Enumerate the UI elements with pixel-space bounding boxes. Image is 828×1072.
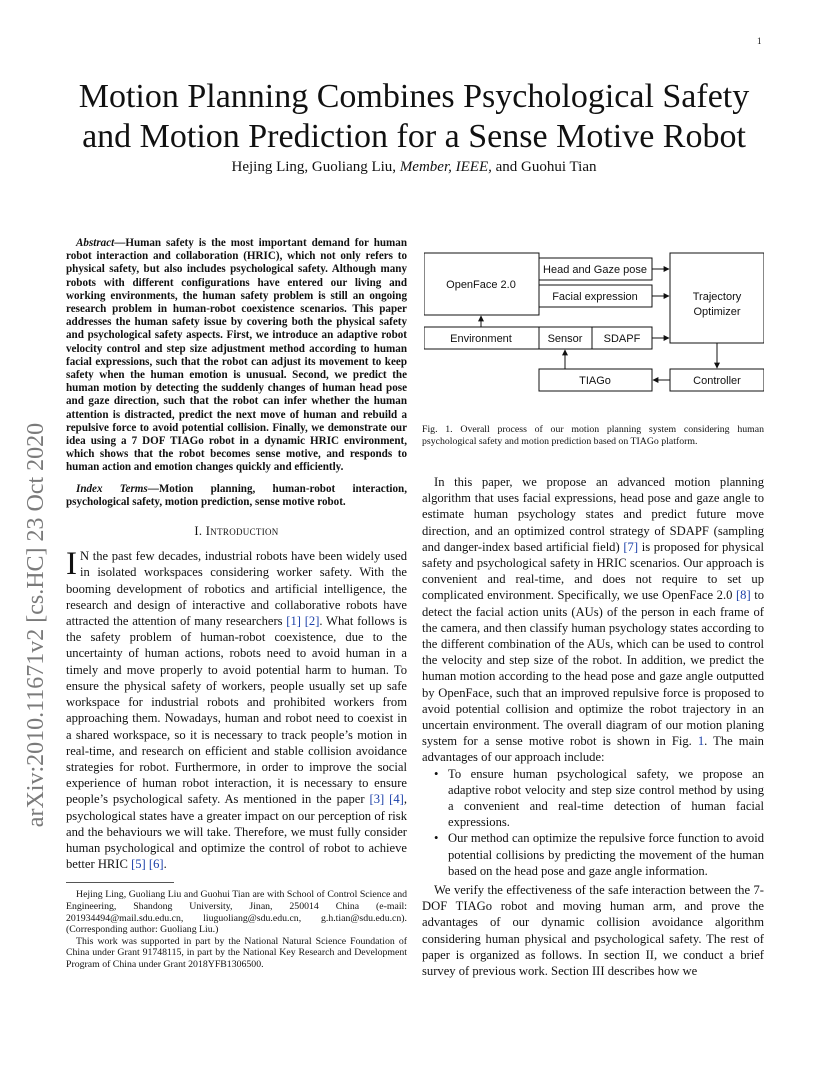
intro-paragraph bbox=[66, 548, 407, 872]
right-column bbox=[422, 474, 764, 979]
page-number: 1 bbox=[757, 36, 762, 46]
footnote-divider bbox=[66, 882, 174, 883]
citation-1[interactable]: [1] bbox=[286, 614, 301, 629]
index-terms bbox=[66, 483, 407, 509]
citation-8[interactable]: [8] bbox=[735, 588, 751, 603]
paper-title bbox=[60, 77, 768, 157]
arxiv-identifier-stamp[interactable]: arXiv:2010.11671v2 [cs.HC] 23 Oct 2020 bbox=[23, 422, 49, 828]
system-diagram bbox=[424, 238, 764, 410]
title-line-2: and Motion Prediction for a Sense Motive Robot bbox=[82, 118, 746, 155]
label-head-gaze: Head and Gaze pose bbox=[543, 264, 647, 276]
list-item bbox=[422, 830, 764, 879]
right-paragraph-1 bbox=[422, 474, 764, 766]
footnote-funding: This work was supported in part by the National Natural Science Foundation of China under Grant 91748115, in part by the National Key Research and Development Program of China under Grant 2018YFB1306500. bbox=[66, 935, 407, 970]
section-numeral: I. bbox=[194, 524, 206, 539]
title-line-1: Motion Planning Combines Psychological Safety bbox=[78, 78, 750, 115]
drop-cap: I bbox=[66, 546, 77, 583]
list-item-text: Our method can optimize the repulsive force function to avoid potential collisions by predicting the movement of the human based on the head pose and gaze angle information. bbox=[448, 831, 764, 878]
figure-caption: Fig. 1. Overall process of our motion planning system considering human psychological safety and motion prediction based on TIAGo platform. bbox=[422, 424, 764, 448]
citation-6[interactable]: [6] bbox=[148, 857, 164, 872]
citation-5[interactable]: [5] bbox=[131, 857, 146, 872]
footnote-affiliation: Hejing Ling, Guoliang Liu and Guohui Tian are with School of Control Science and Engineering, Shandong University, Jinan, 250014 China (e-mail: 201934494@mail.sdu.edu.cn, liuguoliang@sdu.edu.cn, g.h.tian@sdu.edu.cn). (Corresponding author: Guoliang Liu.) bbox=[66, 889, 407, 936]
citation-2[interactable]: [2] bbox=[304, 614, 320, 629]
author-list bbox=[60, 159, 768, 176]
label-controller: Controller bbox=[693, 375, 741, 387]
abstract bbox=[66, 237, 407, 475]
label-sdapf: SDAPF bbox=[603, 333, 641, 345]
bullet-icon: • bbox=[434, 831, 439, 846]
label-sensor: Sensor bbox=[547, 333, 583, 345]
section-title-rest: ntroduction bbox=[210, 524, 279, 539]
list-item bbox=[422, 766, 764, 831]
right-text-2: is proposed for physical safety and psychological safety in HRIC scenarios. Our approach is convenient and real-time, and does not require to set up complicated environment. Specifically, we use OpenFace 2.0 bbox=[422, 539, 764, 603]
authors-names: Hejing Ling, Guoliang Liu, bbox=[231, 159, 400, 175]
label-trajectory: Trajectory bbox=[692, 291, 742, 303]
section-title-initial: I bbox=[205, 524, 211, 539]
left-column bbox=[66, 237, 407, 970]
right-text-1: In this paper, we propose an advanced motion planning algorithm that uses facial expressions, head pose and gaze angle to estimate human psychology states and predict future move direction, and an optimized control strategy of SDAPF (sampling and danger-index based artificial field) bbox=[422, 475, 764, 554]
list-item-text: To ensure human psychological safety, we propose an adaptive robot velocity and step size control method by using a convenient and real-time detection of human facial expressions. bbox=[448, 766, 764, 830]
right-paragraph-2: We verify the effectiveness of the safe interaction between the 7-DOF TIAGo robot and moving human arm, and prove the advantages of our dynamic collision avoidance algorithm considering human physical and psychological safety. The rest of paper is organized as follows. In section II, we conduct a brief survey of previous work. Section III describes how we bbox=[422, 883, 764, 979]
label-openface: OpenFace 2.0 bbox=[446, 279, 516, 291]
abstract-label: Abstract bbox=[76, 237, 115, 249]
section-heading-introduction bbox=[66, 523, 407, 539]
authors-names-end: and Guohui Tian bbox=[491, 159, 597, 175]
citation-3[interactable]: [3] bbox=[369, 792, 385, 807]
intro-text-3: , psychological states have a greater impact on our perception of risk and the behaviours we will take. Therefore, we must fully consider human psychological and optimize the control of robot to achieve better HRIC bbox=[66, 792, 407, 872]
citation-7[interactable]: [7] bbox=[623, 539, 639, 554]
right-text-3: to detect the facial action units (AUs) of the person in each frame of the camera, and then classify human psychology states according to the different combination of the AUs, which can be used to control the velocity and step size of the robot. In addition, we predict the human motion according to the head pose and gaze angle outputted by OpenFace, such that an improved repulsive force is proposed to avoid potential collision and optimize the robot trajectory in an uncertain environment. The overall diagram of our motion planing system for a sense motive robot is shown in Fig. bbox=[422, 588, 764, 749]
index-terms-label: Index Terms bbox=[76, 482, 148, 495]
intro-text-2: . What follows is the safety problem of human-robot coexistence, due to the uncertainty of human actions, robots need to avoid human in a timely and move properly to avoid potential harm to human. To ensure the physical safety of workers, people usually set up safe workspace for industrial robots and prohibited workers from approaching them. Nowadays, human and robot need to coexist in a shared workspace, so it is necessary to track people’s motion in real-time, and research on efficient and stable collision avoidance strategies for robot. Furthermore, in order to improve the social experience of human robot interaction, it is necessary to ensure people’s psychological safety. As mentioned in the paper bbox=[66, 614, 407, 807]
index-terms-text: —Motion planning, human-robot interaction, psychological safety, motion prediction, sense motive robot. bbox=[66, 482, 408, 508]
label-facial-expression: Facial expression bbox=[552, 291, 638, 303]
figure-reference[interactable]: 1 bbox=[697, 734, 705, 749]
authors-member: Member, IEEE, bbox=[399, 159, 492, 175]
bullet-icon: • bbox=[434, 766, 439, 781]
abstract-text: —Human safety is the most important demand for human robot interaction and collaboration (HRIC), which not only refers to physical safety, but also includes psychological safety. Although many robots with different configurations have entered our living and working environments, the human safety problem is still an ongoing research problem in human-robot coexistence scenarios. This paper addresses the human safety issue by covering both the physical safety and psychological safety aspects. First, we introduce an adaptive robot velocity control and step size adjustment method according to human facial expressions, such that the robot can adjust its movement to keep safety when the human emotion is unusual. Second, we predict the human motion by detecting the suddenly changes of human head pose and gaze direction, such that the robot can infer whether the human attention is distracted, predict the next move of human and rebuild a repulsive force to avoid potential collision. Finally, we demonstrate our idea using a 7 DOF TIAGo robot in a dynamic HRIC environment, which shows that the robot becomes sense motive, and responds to human action and emotion changes quickly and efficiently. bbox=[66, 237, 407, 474]
citation-4[interactable]: [4] bbox=[389, 792, 404, 807]
label-environment: Environment bbox=[450, 333, 512, 345]
label-optimizer: Optimizer bbox=[693, 306, 741, 318]
intro-text-4: . bbox=[163, 857, 167, 872]
intro-text-1: N the past few decades, industrial robots have been widely used in isolated workspaces considering worker safety. With the booming development of robotics and artificial intelligence, the research and design of interactive and collaborative robots have attracted the attention of many researchers bbox=[66, 549, 407, 629]
contribution-list bbox=[422, 766, 764, 879]
label-tiago: TIAGo bbox=[579, 375, 611, 387]
right-text-4: . The main advantages of our approach include: bbox=[422, 734, 764, 765]
